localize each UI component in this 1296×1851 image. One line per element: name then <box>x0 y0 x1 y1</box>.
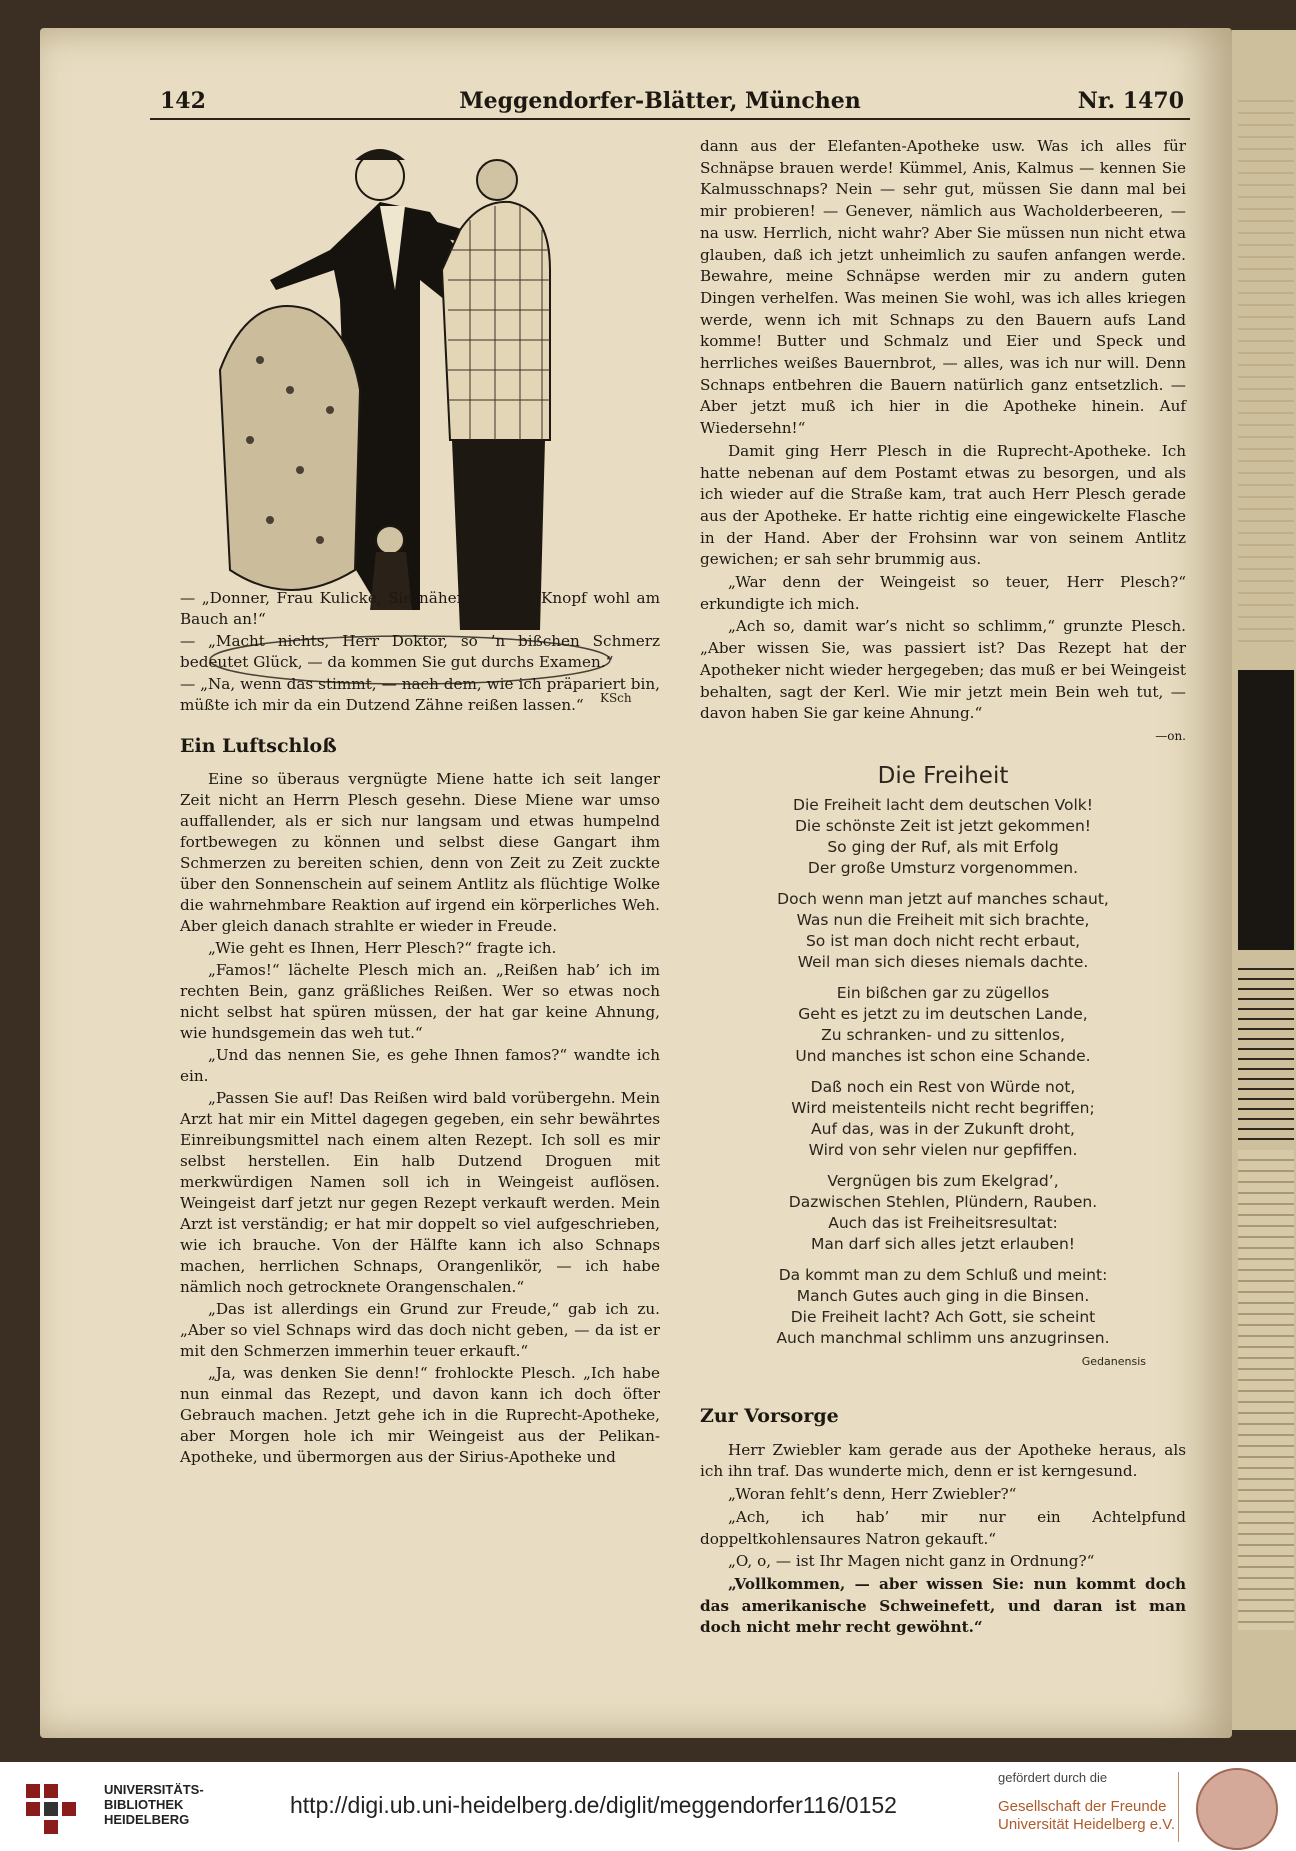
story-paragraph: dann aus der Elefanten-Apotheke usw. Was ich alles für Schnäpse brauen werde! Kümmel, Anis, Kalmus — kennen Sie Kalmusschnaps? Nein — sehr gut, müssen Sie dann mal bei mir probieren! — Genever, nämlich aus Wacholderbeeren, — na usw. Herrlich, nicht wahr? Aber Sie müssen nun nicht etwa glauben, daß ich jetzt unheimlich zu saufen anfangen werde. Bewahre, meine Schnäpse werden mir zu andern guten Dingen verhelfen. Was meinen Sie wohl, was ich alles kriegen werde, wenn ich mit Schnaps zu den Bauern aufs Land komme! Butter und Schmalz und Eier und Speck und herrliches weißes Bauernbrot, — alles, was ich nur will. Denn Schnaps entbehren die Bauern natürlich ganz entsetzlich. — Aber jetzt muß ich hier in die Apotheke hinein. Auf Wiedersehn!“ <box>700 137 1186 438</box>
poem-line: Auf das, was in der Zukunft droht, <box>811 1120 1075 1138</box>
poem-line: Und manches ist schon eine Schande. <box>795 1047 1091 1065</box>
poem-line: Zu schranken- und zu sittenlos, <box>821 1026 1065 1044</box>
story-paragraph: „Vollkommen, — aber wissen Sie: nun kommt doch das amerikanische Schweinefett, und daran ist man doch nicht mehr recht gewöhnt.“ <box>700 1574 1186 1637</box>
poem-stanza <box>700 983 1186 1067</box>
story-paragraph: „Und das nennen Sie, es gehe Ihnen famos?“ wandte ich ein. <box>180 1046 660 1085</box>
poem-line: So ist man doch nicht recht erbaut, <box>805 932 1081 950</box>
poem-line: Was nun die Freiheit mit sich brachte, <box>796 911 1090 929</box>
university-seal-icon <box>1196 1768 1278 1850</box>
poem-stanza <box>700 1171 1186 1255</box>
caption-line: — „Donner, Frau Kulicke, Sie nähen mir den Knopf wohl am Bauch an!“ <box>180 589 660 628</box>
story-paragraph: Damit ging Herr Plesch in die Ruprecht-Apotheke. Ich hatte nebenan auf dem Postamt etwas zu besorgen, und als ich wieder auf die Straße kam, trat auch Herr Plesch gerade aus der Apotheke. Er hatte richtig eine eingewickelte Flasche in der Hand. Aber der Frohsinn war von seinem Antlitz gewichen; er sah sehr brummig aus. <box>700 441 1186 569</box>
poem-stanza <box>700 1077 1186 1161</box>
story-paragraph: „Passen Sie auf! Das Reißen wird bald vorübergehn. Mein Arzt hat mir ein Mittel dagegen gegeben, ein sehr bewährtes Einreibungsmittel nach einem alten Rezept. Ich soll es mir selbst herstellen. Ein halb Dutzend Droguen mit merkwürdigen Namen soll ich in Weingeist auflösen. Weingeist darf jetzt nur gegen Rezept verkauft werden. Mein Arzt ist verständig; er hat mir doppelt so viel aufgeschrieben, wie ich brauche. Von der Hälfte kann ich also Schnaps machen, herrlichen Schnaps, Orangenlikör, — ich habe nämlich noch getrocknete Orangenschalen.“ <box>180 1089 660 1296</box>
story-signature: —on. <box>1155 728 1186 743</box>
poem-line: Der große Umsturz vorgenommen. <box>807 859 1079 877</box>
right-column-top <box>700 136 1186 749</box>
poem-line: Die Freiheit lacht? Ach Gott, sie scheint <box>790 1308 1096 1326</box>
poem-line: Dazwischen Stehlen, Plündern, Rauben. <box>788 1193 1098 1211</box>
adjacent-page-edge <box>1232 30 1296 1730</box>
poem-stanza <box>700 889 1186 973</box>
poem-line: Die schönste Zeit ist jetzt gekommen! <box>794 817 1091 835</box>
poem-line: Man darf sich alles jetzt erlauben! <box>810 1235 1076 1253</box>
story-paragraph: „O, o, — ist Ihr Magen nicht ganz in Ordnung?“ <box>728 1552 1095 1571</box>
story-paragraph: Eine so überaus vergnügte Miene hatte ich seit langer Zeit nicht an Herrn Plesch gesehn. Diese Miene war umso auffallender, als er sich nur langsam und etwas humpelnd fortbewegen zu können und selbst diese Gangart ihm Schmerzen zu bereiten schien, denn von Zeit zu Zeit zuckte über den Sonnenschein auf seinem Antlitz als flüchtige Wolke die wahrnehmbare Reaktion auf irgend ein körperliches Weh. Aber gleich danach strahlte er wieder in Freude. <box>180 770 660 935</box>
story-paragraph: „Ja, was denken Sie denn!“ frohlockte Plesch. „Ich habe nun einmal das Rezept, und davon kann ich doch öfter Gebrauch machen. Jetzt gehe ich in die Ruprecht-Apotheke, aber Morgen hole ich mir Weingeist aus der Pelikan-Apotheke, und übermorgen aus der Sirius-Apotheke und <box>180 1364 660 1466</box>
poem-line: Vergnügen bis zum Ekelgrad’, <box>827 1172 1059 1190</box>
artist-signature: KSch <box>600 691 632 705</box>
left-column <box>180 588 660 1469</box>
digital-object-url[interactable]: http://digi.ub.uni-heidelberg.de/diglit/meggendorfer116/0152 <box>290 1792 897 1818</box>
poem <box>700 763 1186 1372</box>
story-paragraph: „War denn der Weingeist so teuer, Herr Plesch?“ erkundigte ich mich. <box>700 573 1186 613</box>
poem-line: Auch manchmal schlimm uns anzugrinsen. <box>776 1329 1110 1347</box>
running-head <box>120 88 1200 114</box>
library-name: UNIVERSITÄTS- BIBLIOTHEK HEIDELBERG <box>104 1782 204 1827</box>
society-name: Gesellschaft der Freunde Universität Heidelberg e.V. <box>998 1798 1176 1833</box>
poem-line: Wird von sehr vielen nur gepfiffen. <box>808 1141 1078 1159</box>
poem-author: Gedanensis <box>1081 1355 1146 1368</box>
poem-stanza <box>700 795 1186 879</box>
university-library-logo-icon <box>18 1776 98 1836</box>
story-paragraph: „Wie geht es Ihnen, Herr Plesch?“ fragte ich. <box>208 939 557 957</box>
story-title: Zur Vorsorge <box>700 1405 839 1427</box>
story-paragraph: „Das ist allerdings ein Grund zur Freude,“ gab ich zu. „Aber so viel Schnaps wird das doch nicht geben, — da ist er mit den Schmerzen immerhin teuer erkauft.“ <box>180 1300 660 1360</box>
caption-line: — „Macht nichts, Herr Doktor, so ’n bißchen Schmerz bedeutet Glück, — da kommen Sie gut durchs Examen.“ <box>180 632 660 671</box>
issue-number: Nr. 1470 <box>1077 88 1184 114</box>
poem-line: Daß noch ein Rest von Würde not, <box>810 1078 1076 1096</box>
story-paragraph: „Ach so, damit war’s nicht so schlimm,“ grunzte Plesch. „Aber wissen Sie, was passiert ist? Das Rezept hat der Apotheker nicht wieder hergegeben; das muß er bei Weingeist behalten, sagt der Kerl. Wie mir jetzt mein Bein weh tut, — davon haben Sie gar keine Ahnung.“ <box>700 617 1186 723</box>
poem-line: Geht es jetzt zu im deutschen Lande, <box>798 1005 1088 1023</box>
story-paragraph: „Ach, ich hab’ mir nur ein Achtelpfund doppeltkohlensaures Natron gekauft.“ <box>700 1507 1186 1548</box>
funded-by-label: gefördert durch die <box>998 1770 1108 1785</box>
poem-line: So ging der Ruf, als mit Erfolg <box>827 838 1059 856</box>
poem-line: Ein bißchen gar zu zügellos <box>836 984 1050 1002</box>
magazine-title: Meggendorfer-Blätter, München <box>459 88 861 114</box>
poem-line: Manch Gutes auch ging in die Binsen. <box>796 1287 1090 1305</box>
story-paragraph: „Woran fehlt’s denn, Herr Zwiebler?“ <box>728 1485 1017 1504</box>
story-title: Ein Luftschloß <box>180 735 337 757</box>
poem-line: Die Freiheit lacht dem deutschen Volk! <box>793 796 1093 814</box>
right-column-bottom <box>700 1406 1186 1640</box>
footer-bar <box>0 1762 1296 1851</box>
footer-divider <box>1178 1772 1179 1842</box>
poem-title: Die Freiheit <box>877 763 1009 789</box>
caption-line: — „Na, wenn das stimmt, — nach dem, wie ich präpariert bin, müßte ich mir da ein Dutzend Zähne reißen lassen.“ <box>180 675 660 714</box>
story-paragraph: „Famos!“ lächelte Plesch mich an. „Reißen hab’ ich im rechten Bein, ganz gräßliches Reißen. Wer so etwas noch nicht selbst hat spüren müssen, der hat gar keine Ahnung, wie hundsgemein das weh tut.“ <box>180 961 660 1042</box>
poem-line: Doch wenn man jetzt auf manches schaut, <box>777 890 1109 908</box>
story-paragraph: Herr Zwiebler kam gerade aus der Apotheke heraus, als ich ihn traf. Das wunderte mich, denn er ist kerngesund. <box>700 1440 1186 1481</box>
poem-line: Wird meistenteils nicht recht begriffen; <box>791 1099 1095 1117</box>
poem-line: Da kommt man zu dem Schluß und meint: <box>778 1266 1108 1284</box>
poem-line: Auch das ist Freiheitsresultat: <box>828 1214 1058 1232</box>
header-rule <box>150 118 1190 120</box>
poem-line: Weil man sich dieses niemals dachte. <box>797 953 1089 971</box>
page-number: 142 <box>160 88 206 114</box>
poem-stanza <box>700 1265 1186 1349</box>
